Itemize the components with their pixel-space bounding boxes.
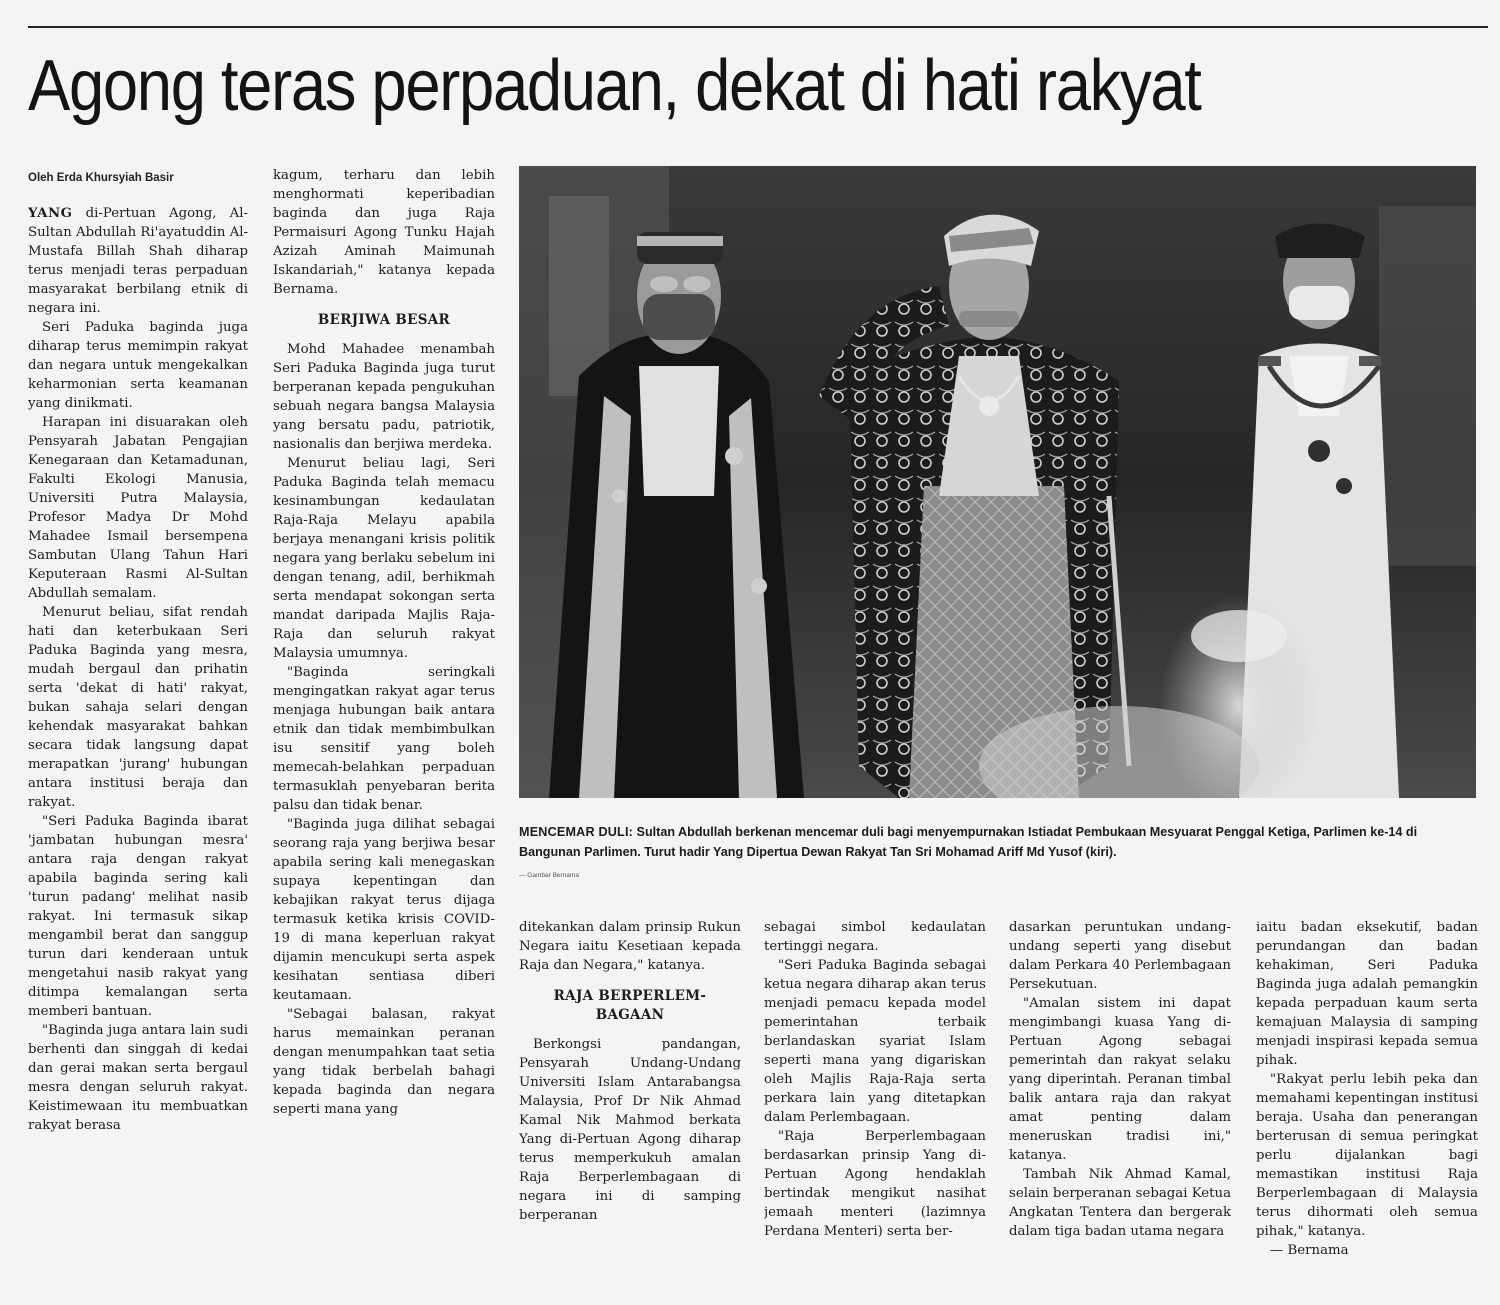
article-paragraph: ditekankan dalam prinsip Rukun Negara iaitu Kesetiaan kepada Raja dan Negara," katanya.	[519, 920, 741, 973]
article-column-6	[1256, 918, 1478, 1296]
caption-text: Sultan Abdullah berkenan mencemar duli bagi menyempurnakan Istiadat Pembukaan Mesyuarat Penggal Ketiga, Parlimen ke-14 di Bangunan Parlimen. Turut hadir Yang Dipertua Dewan Rakyat Tan Sri Mohamad Ariff Md Yusof (kiri).	[519, 825, 1418, 859]
photo-illustration	[519, 166, 1476, 798]
article-paragraph: Harapan ini disuarakan oleh Pensyarah Jabatan Pengajian Kenegaraan dan Ketamadunan, Fakulti Ekologi Manusia, Universiti Putra Malaysia, Profesor Madya Dr Mohd Mahadee Ismail bersempena Sambutan Ulang Tahun Hari Keputeraan Rasmi Al-Sultan Abdullah semalam.	[28, 415, 248, 601]
article-paragraph: Seri Paduka baginda juga diharap terus memimpin rakyat dan negara untuk mengekalkan keharmonian serta keamanan yang dinikmati.	[28, 320, 248, 411]
subheading-raja-berperlembagaan	[519, 987, 741, 1025]
subheading-berjiwa-besar: BERJIWA BESAR	[317, 312, 451, 328]
article-column-1	[28, 204, 248, 1296]
article-paragraph: "Sebagai balasan, rakyat harus memainkan peranan dengan menumpahkan taat setia yang tidak berbelah bahagi kepada baginda dan negara seperti mana yang	[273, 1007, 495, 1117]
subheading-line: RAJA BERPERLEM-	[553, 988, 707, 1004]
article-paragraph: "Amalan sistem ini dapat mengimbangi kuasa Yang di-Pertuan Agong sebagai pemerintah dan rakyat selaku yang diperintah. Peranan timbal balik antara raja dan rakyat amat penting dalam meneruskan tradisi ini," katanya.	[1009, 996, 1231, 1163]
article-paragraph: "Raja Berperlembagaan berdasarkan prinsip Yang di-Pertuan Agong hendaklah bertindak mengikut nasihat jemaah menteri (lazimnya Perdana Menteri) serta ber-	[764, 1129, 986, 1239]
article-paragraph: "Seri Paduka Baginda ibarat 'jambatan hubungan mesra' antara raja dengan rakyat apabila baginda sering kali 'turun padang' melihat nasib rakyat. Ini termasuk sikap mengambil berat dan sanggup turun dari kenderaan untuk mengetahui nasib rakyat yang ditimpa kemalangan serta memberi bantuan.	[28, 814, 248, 1019]
news-photo	[519, 166, 1476, 798]
article-paragraph: "Baginda juga dilihat sebagai seorang raja yang berjiwa besar apabila sering kali menegaskan supaya kepentingan dan kebajikan rakyat terus dijaga termasuk ketika krisis COVID-19 di mana keperluan rakyat dijamin mencukupi serta aspek kesihatan sentiasa diberi keutamaan.	[273, 817, 495, 1003]
lead-word: YANG	[28, 206, 73, 221]
article-paragraph	[28, 204, 248, 318]
caption-label: MENCEMAR DULI:	[519, 825, 634, 839]
subheading-line: BAGAAN	[595, 1007, 665, 1023]
article-column-5	[1009, 918, 1231, 1296]
article-paragraph: "Seri Paduka Baginda sebagai ketua negara diharap akan terus menjadi pemacu kepada model pemerintahan terbaik berlandaskan syariat Islam seperti mana yang digariskan oleh Majlis Raja-Raja serta perkara lain yang ditetapkan dalam Perlembagaan.	[764, 958, 986, 1125]
article-column-4	[764, 918, 986, 1296]
article-paragraph: "Baginda seringkali mengingatkan rakyat agar terus menjaga hubungan baik antara etnik dan tidak membimbulkan isu sensitif yang boleh memecah-belahkan perpaduan termasuklah penyebaran berita palsu dan tidak benar.	[273, 665, 495, 813]
photo-caption	[519, 822, 1479, 862]
article-paragraph: "Baginda juga antara lain sudi berhenti dan singgah di kedai dan gerai makan serta bergaul mesra dengan seluruh rakyat. Keistimewaan itu membuatkan rakyat berasa	[28, 1023, 248, 1133]
article-paragraph: Berkongsi pandangan, Pensyarah Undang-Undang Universiti Islam Antarabangsa Malaysia, Prof Dr Nik Ahmad Kamal Nik Mahmod berkata Yang di-Pertuan Agong diharap terus memperkukuh amalan Raja Berperlembagaan di negara ini di samping berperanan	[519, 1037, 741, 1223]
article-paragraph: kagum, terharu dan lebih menghormati keperibadian baginda dan juga Raja Permaisuri Agong Tunku Hajah Azizah Aminah Maimunah Iskandariah," katanya kepada Bernama.	[273, 168, 495, 297]
article-paragraph: Tambah Nik Ahmad Kamal, selain berperanan sebagai Ketua Angkatan Tentera dan bergerak dalam tiga badan utama negara	[1009, 1167, 1231, 1239]
top-rule	[28, 26, 1488, 28]
article-paragraph: sebagai simbol kedaulatan tertinggi negara.	[764, 920, 986, 954]
article-paragraph: Menurut beliau lagi, Seri Paduka Baginda telah memacu kesinambungan kedaulatan Raja-Raja Melayu apabila berjaya menangani krisis politik negara yang berlaku sebelum ini dengan tenang, adil, berhikmah serta mendapat sokongan serta mandat daripada Majlis Raja-Raja dan seluruh rakyat Malaysia umumnya.	[273, 456, 495, 661]
article-paragraph: iaitu badan eksekutif, badan perundangan dan badan kehakiman, Seri Paduka Baginda juga adalah pemangkin kepada perpaduan kaum serta kemajuan Malaysia di samping menjadi inspirasi kepada semua pihak.	[1256, 920, 1478, 1068]
paragraph-text: di-Pertuan Agong, Al-Sultan Abdullah Ri'ayatuddin Al-Mustafa Billah Shah diharap terus menjadi teras perpaduan masyarakat berbilang etnik di negara ini.	[28, 206, 248, 316]
byline: Oleh Erda Khursyiah Basir	[28, 172, 174, 184]
article-paragraph: dasarkan peruntukan undang-undang seperti yang disebut dalam Perkara 40 Perlembagaan Persekutuan.	[1009, 920, 1231, 992]
photo-credit: — Gambar Bernama	[519, 872, 579, 879]
article-paragraph: "Rakyat perlu lebih peka dan memahami kepentingan institusi beraja. Usaha dan penerangan berterusan di semua peringkat perlu dijalankan bagi memastikan institusi Raja Berperlembagaan di Malaysia terus dihormati oleh semua pihak," katanya.	[1256, 1072, 1478, 1239]
article-paragraph: Mohd Mahadee menambah Seri Paduka Baginda juga turut berperanan kepada pengukuhan sebuah negara bangsa Malaysia yang bersatu padu, patriotik, nasionalis dan berjiwa merdeka.	[273, 342, 495, 452]
article-paragraph: Menurut beliau, sifat rendah hati dan keterbukaan Seri Paduka Baginda yang mesra, mudah bergaul dan prihatin serta 'dekat di hati' rakyat, bukan sahaja selari dengan kehendak masyarakat bahkan secara tidak langsung dapat merapatkan 'jurang' hubungan antara institusi beraja dan rakyat.	[28, 605, 248, 810]
article-column-2	[273, 166, 495, 1296]
headline: Agong teras perpaduan, dekat di hati rakyat	[28, 46, 1201, 126]
article-column-3	[519, 918, 741, 1296]
article-signoff: — Bernama	[1270, 1243, 1349, 1258]
